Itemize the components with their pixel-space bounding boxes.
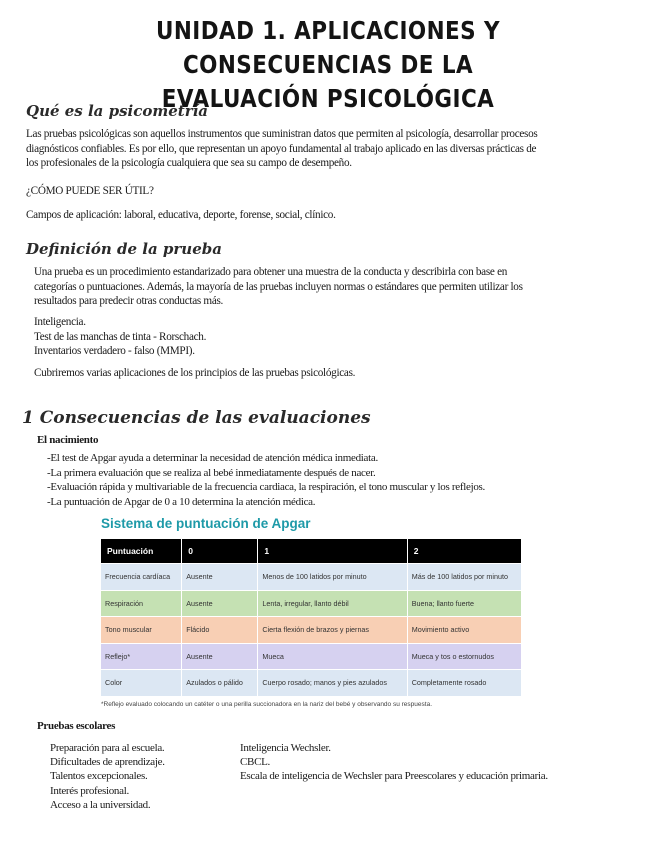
page-title: [63, 14, 593, 116]
table-cell: Movimiento activo: [408, 617, 521, 643]
table-row: [101, 617, 521, 643]
table-row: [101, 670, 521, 696]
list-item: CBCL.: [240, 756, 270, 769]
table-cell: Ausente: [182, 644, 257, 670]
list-item: Interés profesional.: [50, 784, 129, 797]
bullet-item: -La primera evaluación que se realiza al bebé inmediatamente después de nacer.: [47, 466, 376, 479]
list-item: Escala de inteligencia de Wechsler para Preescolares y educación primaria.: [240, 770, 548, 783]
bullet-item: -El test de Apgar ayuda a determinar la necesidad de atención médica inmediata.: [47, 452, 378, 464]
apgar-footnote: *Reflejo evaluado colocando un catéter o una perilla succionadora en la nariz del bebé y observando su respuesta.: [101, 700, 432, 708]
table-cell: Ausente: [182, 591, 257, 617]
list-item: Acceso a la universidad.: [50, 798, 151, 811]
list-item: Preparación para al escuela.: [50, 742, 165, 754]
definicion-closing: Cubriremos varias aplicaciones de los principios de las pruebas psicológicas.: [34, 367, 356, 379]
table-cell: Reflejo*: [101, 644, 181, 670]
apgar-title: Sistema de puntuación de Apgar: [101, 516, 311, 531]
apgar-table: [100, 538, 522, 697]
table-cell: Mueca: [258, 644, 406, 670]
table-cell: Tono muscular: [101, 617, 181, 643]
nacimiento-bullets: [47, 451, 607, 509]
table-cell: Azulados o pálido: [182, 670, 257, 696]
application-fields: Campos de aplicación: laboral, educativa, deporte, forense, social, clínico.: [26, 209, 336, 221]
paragraph-line: resultados para predecir otras conductas más.: [34, 295, 224, 307]
table-cell: Lenta, irregular, llanto débil: [258, 591, 406, 617]
escolares-left-list: [50, 741, 165, 812]
example-item: Test de las manchas de tinta - Rorschach.: [34, 330, 207, 343]
bullet-item: -Evaluación rápida y multivariable de la frecuencia cardiaca, la respiración, el tono muscular y los reflejos.: [47, 481, 485, 493]
table-cell: Ausente: [182, 564, 257, 590]
example-item: Inventarios verdadero - falso (MMPI).: [34, 345, 195, 357]
list-item: Dificultades de aprendizaje.: [50, 756, 165, 769]
heading-psicometria: Qué es la psicometría: [26, 102, 209, 120]
example-item: Inteligencia.: [34, 316, 86, 328]
apgar-figure: [101, 516, 521, 708]
list-item: Inteligencia Wechsler.: [240, 742, 331, 754]
table-cell: Frecuencia cardíaca: [101, 564, 181, 590]
apgar-header-cell: 2: [408, 539, 521, 563]
table-row: [101, 644, 521, 670]
apgar-header-row: [101, 539, 521, 563]
apgar-header-cell: 1: [258, 539, 406, 563]
table-row: [101, 564, 521, 590]
table-cell: Menos de 100 latidos por minuto: [258, 564, 406, 590]
list-item: Talentos excepcionales.: [50, 770, 148, 783]
table-cell: Flácido: [182, 617, 257, 643]
table-cell: Buena; llanto fuerte: [408, 591, 521, 617]
heading-definicion: Definición de la prueba: [26, 240, 222, 258]
table-cell: Color: [101, 670, 181, 696]
definicion-paragraph: [34, 265, 652, 309]
psicometria-paragraph: [26, 127, 644, 171]
table-cell: Completamente rosado: [408, 670, 521, 696]
escolares-right-list: [240, 741, 548, 784]
table-row: [101, 591, 521, 617]
heading-consecuencias: 1 Consecuencias de las evaluaciones: [22, 408, 371, 428]
paragraph-line: los profesionales de la psicología cualquiera que sea su campo de desempeño.: [26, 157, 352, 169]
table-cell: Respiración: [101, 591, 181, 617]
heading-pruebas-escolares: Pruebas escolares: [37, 720, 116, 732]
subheading-nacimiento: El nacimiento: [37, 434, 99, 446]
question-util: ¿CÓMO PUEDE SER ÚTIL?: [26, 185, 154, 197]
apgar-header-cell: Puntuación: [101, 539, 181, 563]
definicion-examples: [34, 315, 652, 359]
bullet-item: -La puntuación de Apgar de 0 a 10 determina la atención médica.: [47, 495, 316, 508]
table-cell: Más de 100 latidos por minuto: [408, 564, 521, 590]
paragraph-line: Las pruebas psicológicas son aquellos instrumentos que suministran datos que permiten al psicología, desarrollar procesos: [26, 128, 538, 140]
paragraph-line: diagnósticos confiables. Es por ello, que representan un apoyo fundamental al trabajo aplicado en las diversas prácticas de: [26, 142, 537, 155]
table-cell: Mueca y tos o estornudos: [408, 644, 521, 670]
table-cell: Cuerpo rosado; manos y pies azulados: [258, 670, 406, 696]
paragraph-line: Una prueba es un procedimiento estandarizado para obtener una muestra de la conducta y describirla con base en: [34, 266, 508, 278]
apgar-header-cell: 0: [182, 539, 257, 563]
page-title-line-2: EVALUACIÓN PSICOLÓGICA: [161, 84, 495, 113]
table-cell: Cierta flexión de brazos y piernas: [258, 617, 406, 643]
page-title-line-1: UNIDAD 1. APLICACIONES Y CONSECUENCIAS DE LA: [156, 16, 500, 79]
paragraph-line: categorías o puntuaciones. Además, la mayoría de las pruebas incluyen normas o estándares que permiten utilizar los: [34, 280, 523, 293]
